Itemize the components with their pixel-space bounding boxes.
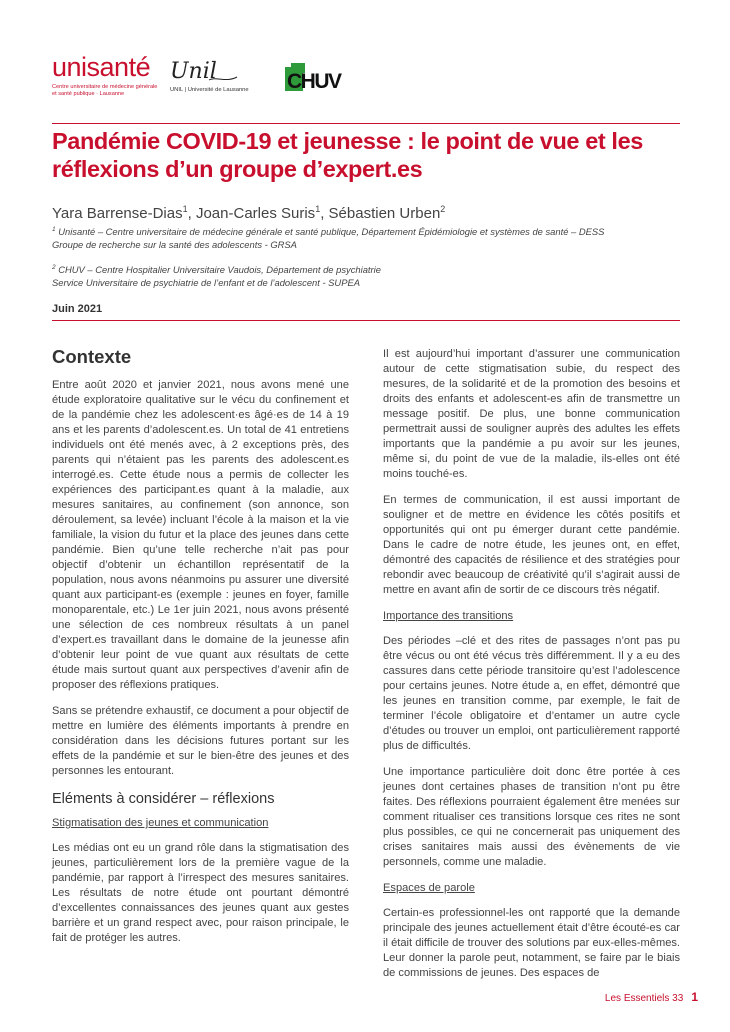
paragraph: Entre août 2020 et janvier 2021, nous avons mené une étude exploratoire qualitative sur le vécu du confinement et de la pandémie chez les adolescent·es âgé·es de 14 à 19 ans et les parents d’adolescent.es. Un total de 41 entretiens individuels ont été menés avec, à 2 exceptions près, des parents qui n’étaient pas les parents des adolescent.es interrogé.es. Cette étude nous a permis de collecter les expériences des participant.es quant à la maladie, aux mesures sanitaires, au confinement (son annonce, son déroulement, sa levée) incluant l’école à la maison et la vie familiale, la vision du futur et la place des jeunes dans cette pandémie. Bien qu’une telle recherche n’ait pas pour objectif d’obtenir un échantillon représentatif de la population, nous avons néanmoins pu assurer une diversité quant aux participant-es (exemple : jeunes en foyer, famille monoparentale, etc.) Le 1er juin 2021, nous avons présenté une sélection de ces nombreux résultats à un panel d’expert.es travaillant dans le domaine de la jeunesse afin d’obtenir leur point de vue quant aux résultats de cette étude mais surtout quant aux perspectives d’avenir afin de proposer des réflexions pratiques. — [52, 379, 349, 691]
author-3-affiliation: 2 — [440, 204, 446, 214]
paragraph: Certain-es professionnel-les ont rapporté que la demande principale des jeunes actuellement était d’être écouté-es car il était difficile de trouver des solutions par eux-elles-mêmes. Leur donner la parole peut, notamment, se faire par le biais de commissions de jeunes. Des espaces de — [383, 907, 680, 979]
paragraph: Des périodes –clé et des rites de passages n’ont pas pu être vécus ou ont été vécus très différemment. Il y a eu des cassures dans cette période transitoire qu’est l’adolescence pour certains jeunes. Notre étude a, en effet, démontré que les jeunes en transition comme, par exemple, le fait de terminer l’école obligatoire et d’entamer un autre cycle d’études ou trouver un emploi, ont particulièrement rapporté plus de difficultés. — [383, 635, 680, 752]
author-2-affiliation: 1 — [315, 204, 321, 214]
paragraph: Sans se prétendre exhaustif, ce document a pour objectif de mettre en lumière des éléments importants à prendre en considération dans les décisions futures portant sur les effets de la pandémie et sur le bien-être des jeunes et des personnes les entourant. — [52, 705, 349, 777]
affiliation-1 — [52, 224, 680, 251]
section-title-transitions: Importance des transitions — [383, 610, 514, 622]
unisante-subtitle-line1: Centre universitaire de médecine générale — [52, 84, 158, 90]
affiliation-2-number: 2 — [52, 264, 56, 271]
author-1-affiliation: 1 — [182, 204, 188, 214]
author-3: Sébastien Urben — [328, 205, 441, 222]
paragraph: Il est aujourd’hui important d’assurer une communication autour de cette stigmatisation subie, du respect des mesures, de la solidarité et de la promotion des besoins et droits des enfants et adolescent-es afin de transmettre un message positif. De plus, une bonne communication permettrait aussi de souligner auprès des adultes les effets importants que la pandémie a pu avoir sur les jeunes, même si, du point de vue de la maladie, ils-elles ont été moins touché-es. — [383, 348, 680, 480]
subheading-elements: Eléments à considérer – réflexions — [52, 791, 275, 807]
unil-wordmark: Unil — [170, 59, 217, 84]
author-2: Joan-Carles Suris — [195, 205, 316, 222]
unil-logo — [170, 58, 260, 94]
page-number: 1 — [691, 990, 698, 1004]
author-1: Yara Barrense-Dias — [52, 205, 183, 222]
chuv-wordmark: CHUV — [287, 70, 341, 93]
page-title: Pandémie COVID-19 et jeunesse : le point de vue et les réflexions d’un groupe d’expert.es — [52, 128, 643, 182]
affiliation-1-number: 1 — [52, 226, 56, 233]
section-title-espaces: Espaces de parole — [383, 882, 475, 894]
left-column — [52, 346, 349, 957]
affiliation-2-line2: Service Universitaire de psychiatrie de l’enfant et de l’adolescent - SUPEA — [52, 276, 360, 288]
right-column — [383, 347, 680, 992]
affiliation-2 — [52, 262, 680, 289]
affiliation-1-line2: Groupe de recherche sur la santé des adolescents - GRSA — [52, 238, 297, 250]
header-bottom-rule — [52, 320, 680, 321]
chuv-logo-mark-icon — [285, 63, 343, 93]
affiliation-1-line1: Unisanté – Centre universitaire de médecine générale et santé publique, Département Épidémiologie et systèmes de santé – DESS — [55, 226, 605, 238]
unil-subtitle: UNIL | Université de Lausanne — [170, 87, 249, 93]
page-footer — [605, 990, 698, 1006]
affiliation-2-line1: CHUV – Centre Hospitalier Universitaire Vaudois, Département de psychiatrie — [55, 264, 381, 276]
section-title-stigmatisation: Stigmatisation des jeunes et communication — [52, 817, 269, 829]
paragraph: Les médias ont eu un grand rôle dans la stigmatisation des jeunes, particulièrement lors de la première vague de la pandémie, par rapport à l’irrespect des mesures sanitaires. Les résultats de notre étude ont pourtant démontré d’excellentes connaissances des jeunes quant aux gestes barrière et un grand respect avec, pour raison principale, le fait de protéger les autres. — [52, 842, 349, 944]
author-list — [52, 199, 680, 224]
chuv-logo — [285, 63, 343, 93]
unisante-subtitle-line2: et santé publique · Lausanne — [52, 91, 125, 97]
section-heading-contexte: Contexte — [52, 346, 132, 367]
unisante-wordmark: unisanté — [52, 52, 151, 82]
author-separator: , — [320, 205, 329, 222]
publication-date: Juin 2021 — [52, 303, 103, 315]
unisante-logo — [52, 52, 162, 98]
author-separator: , — [187, 205, 196, 222]
title-top-rule — [52, 123, 680, 124]
paragraph: En termes de communication, il est aussi important de souligner et de mettre en évidence les côtés positifs et opportunités qui ont pu émerger durant cette pandémie. Dans le cadre de notre étude, les jeunes ont, en effet, démontré des capacités de résilience et des stratégies pour rebondir avec beaucoup de créativité qu’il s’agirait aussi de mettre en avant afin de sortir de ce discours très négatif. — [383, 494, 680, 596]
footer-series: Les Essentiels 33 — [604, 993, 684, 1004]
paragraph: Une importance particulière doit donc être portée à ces jeunes dont certaines phases de transition n’ont pu être faites. Des réflexions pourraient également être menées sur comment ritualiser ces transitions lorsque ces rites ne sont plus possibles, ce qui ne concernerait pas uniquement des crises sanitaires mais aussi des évènements de vie personnels, comme une maladie. — [383, 766, 680, 868]
unil-swash-icon — [208, 74, 238, 84]
